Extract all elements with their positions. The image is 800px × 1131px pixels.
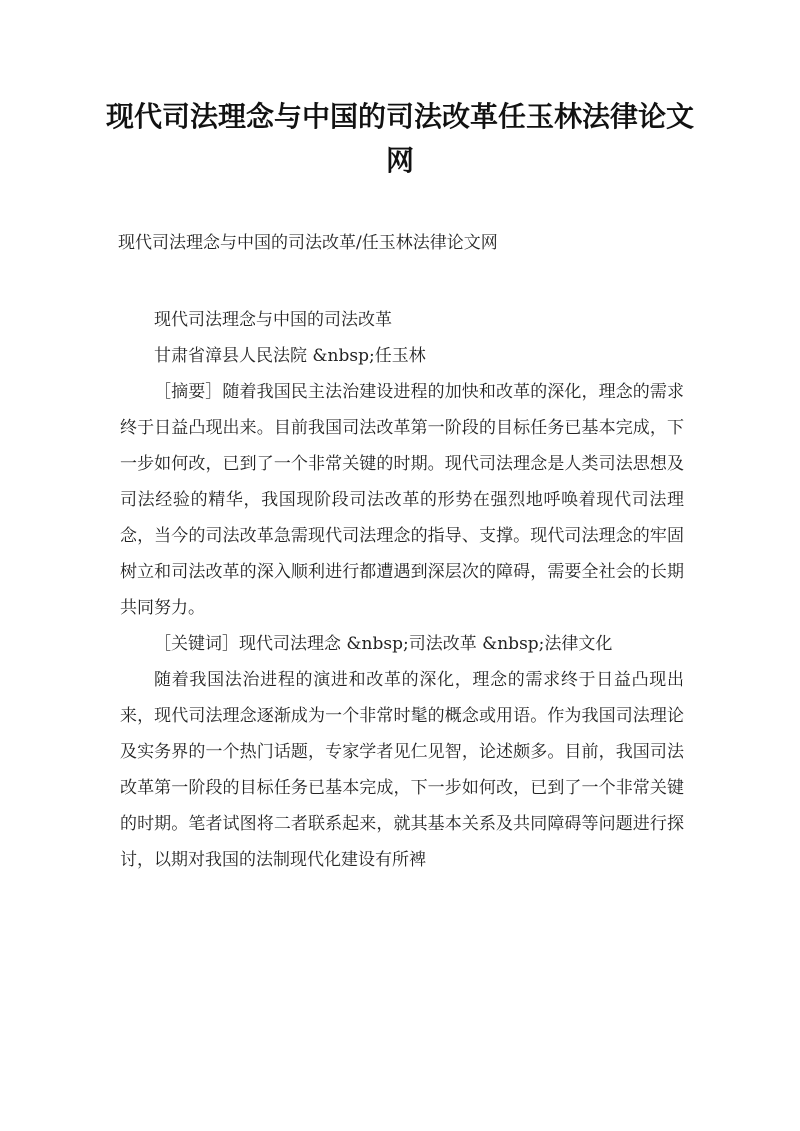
document-subtitle: 现代司法理念与中国的司法改革/任玉林法律论文网 (118, 233, 498, 253)
abstract-paragraph: ［摘要］随着我国民主法治建设进程的加快和改革的深化，理念的需求终于日益凸现出来。目前我国司法改革第一阶段的目标任务已基本完成，下一步如何改，已到了一个非常关键的时期。现代司法理念是人类司法思想及司法经验的精华，我国现阶段司法改革的形势在强烈地呼唤着现代司法理念，当今的司法改革急需现代司法理念的指导、支撑。现代司法理念的牢固树立和司法改革的深入顺利进行都遭遇到深层次的障碍，需要全社会的长期共同努力。 (120, 382, 684, 618)
keywords-paragraph: ［关键词］现代司法理念 &nbsp;司法改革 &nbsp;法律文化 (154, 634, 613, 654)
document-body (120, 302, 684, 878)
author-line: 甘肃省漳县人民法院 &nbsp;任玉林 (154, 346, 426, 366)
body-paragraph: 随着我国法治进程的演进和改革的深化，理念的需求终于日益凸现出来，现代司法理念逐渐成为一个非常时髦的概念或用语。作为我国司法理论及实务界的一个热门话题，专家学者见仁见智，论述颇多。目前，我国司法改革第一阶段的目标任务已基本完成，下一步如何改，已到了一个非常关键的时期。笔者试图将二者联系起来，就其基本关系及共同障碍等问题进行探讨，以期对我国的法制现代化建设有所裨 (120, 670, 684, 870)
document-title: 现代司法理念与中国的司法改革任玉林法律论文网 (105, 100, 694, 177)
article-heading: 现代司法理念与中国的司法改革 (154, 310, 392, 330)
